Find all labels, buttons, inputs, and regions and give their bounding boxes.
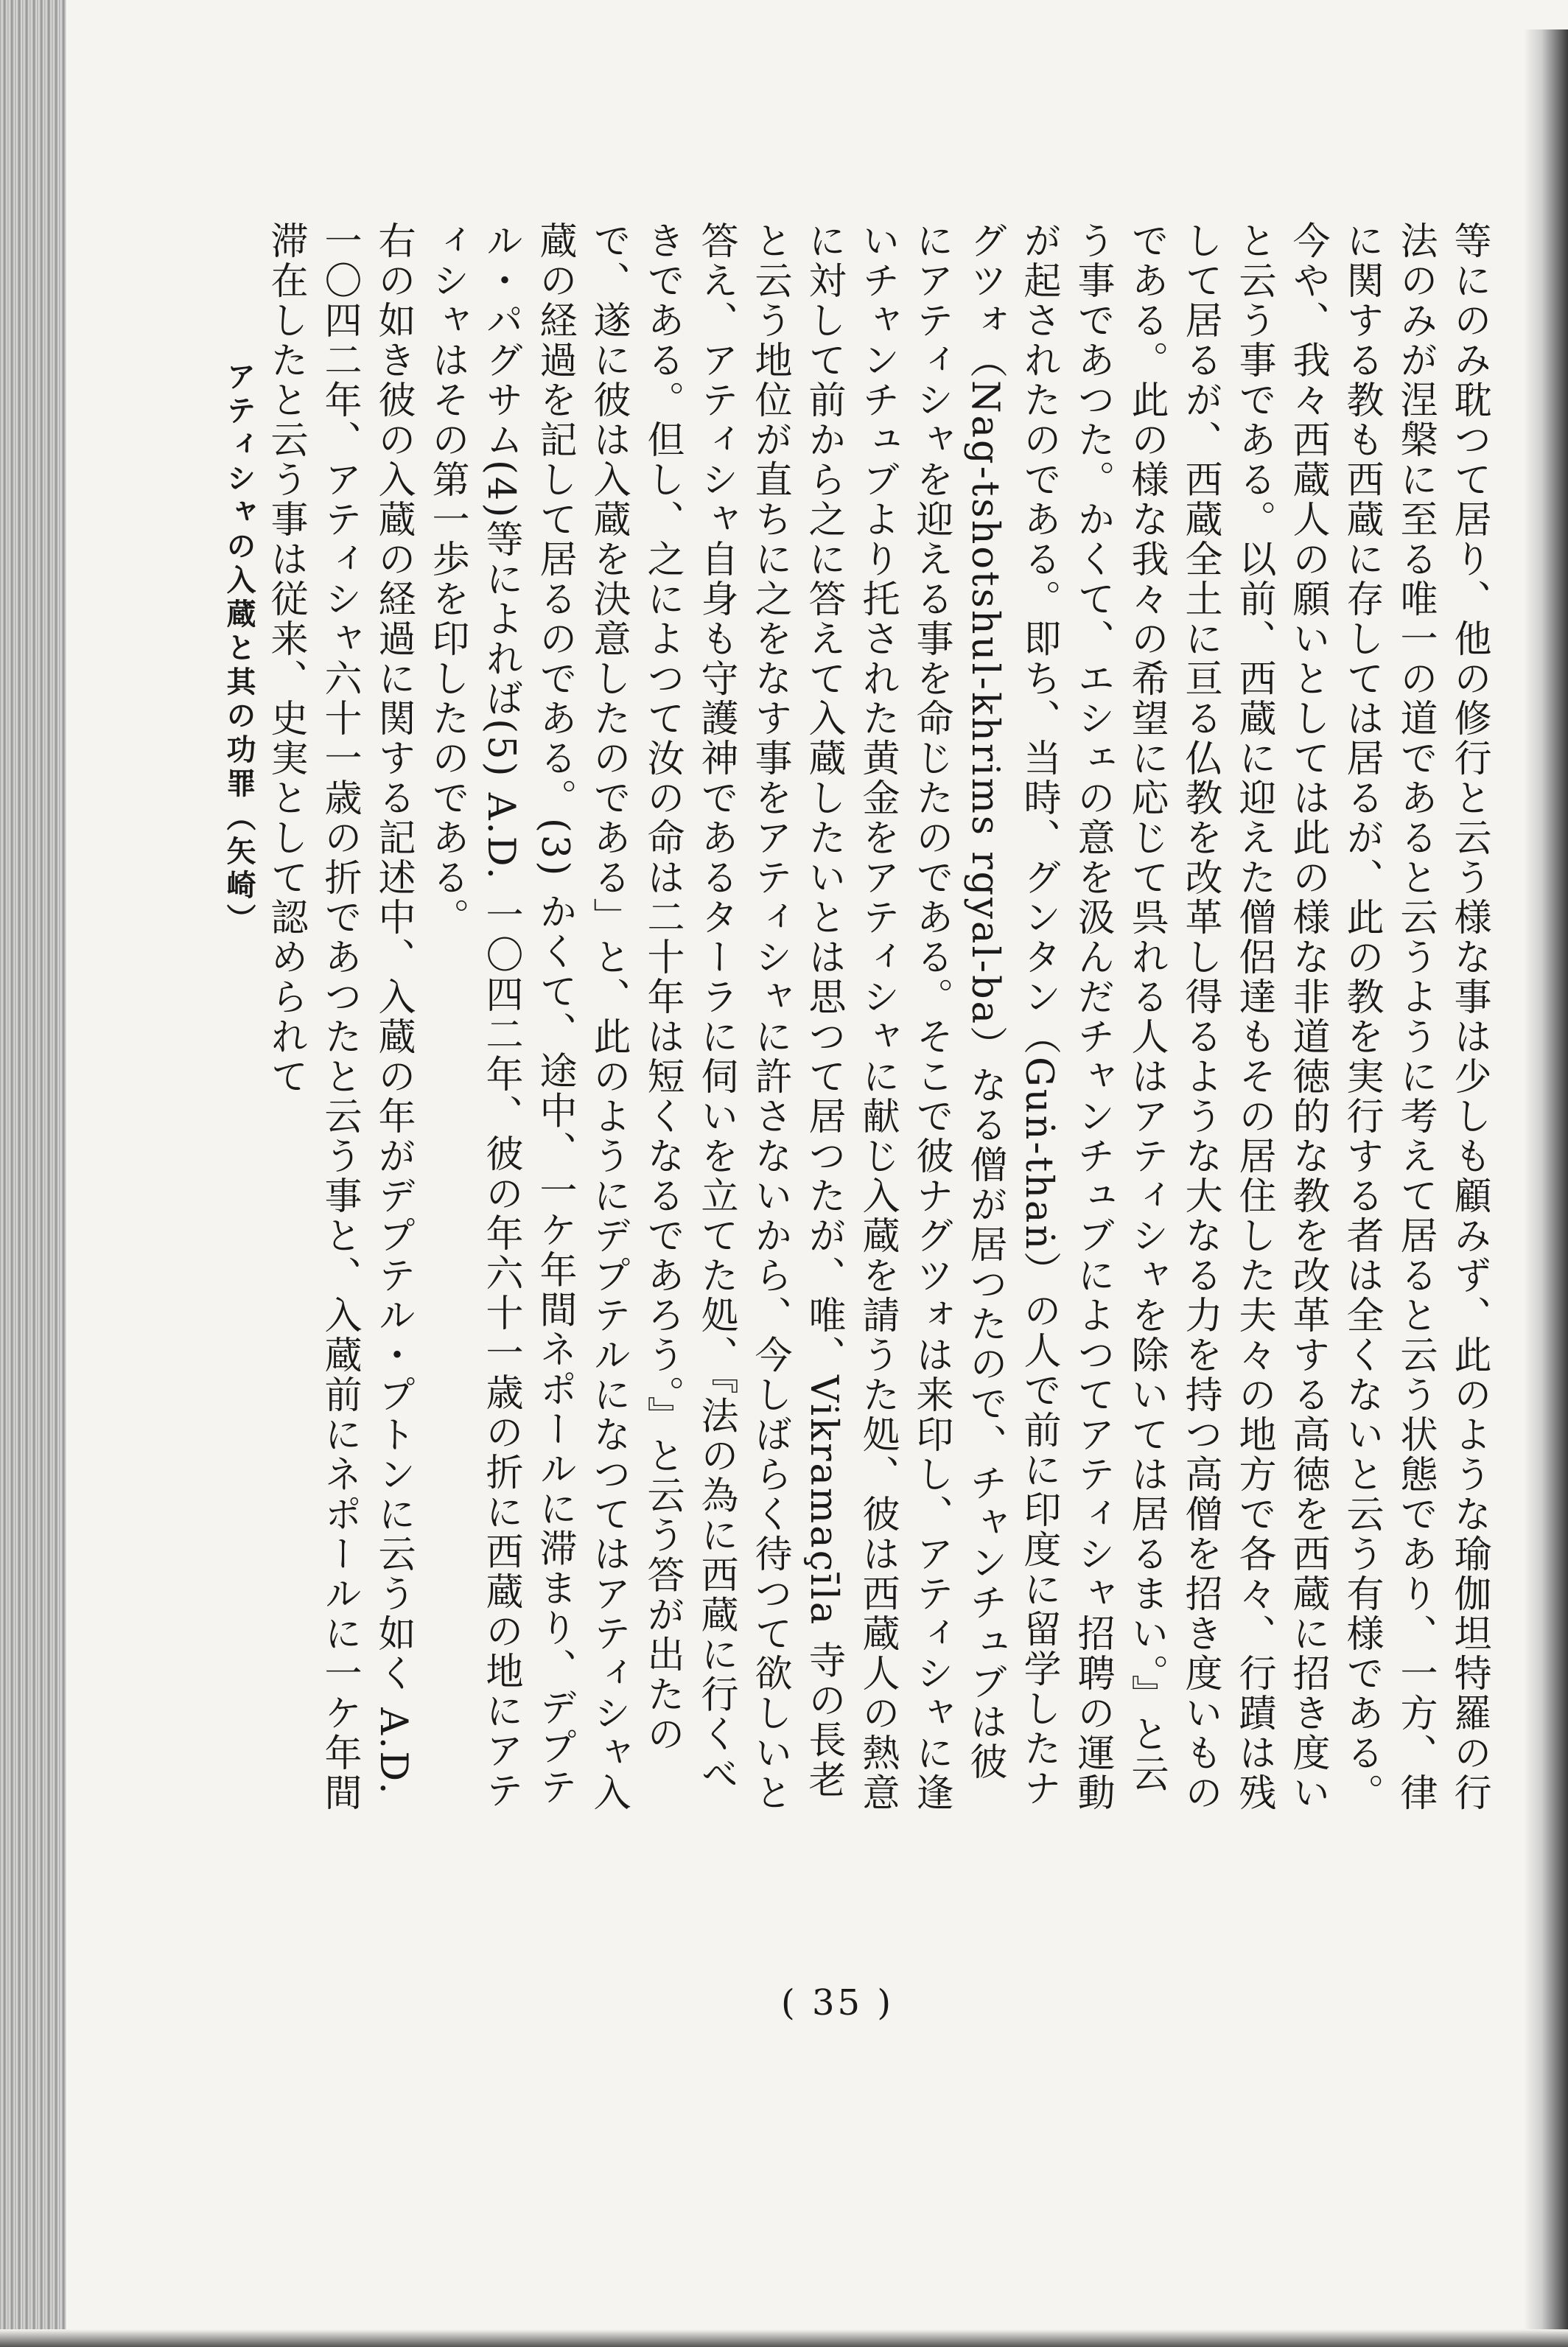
page-edge-shadow	[1524, 29, 1568, 2347]
bottom-edge-shadow	[0, 2329, 1568, 2347]
running-title: アティシャの入蔵と其の功罪（矢崎）	[222, 361, 256, 937]
paragraph-2: 右の如き彼の入蔵の経過に関する記述中、入蔵の年がデプテル・プトンに云う如く A.D. 一〇四二年、アティシャ六十一歳の折であつたと云う事と、入蔵前にネポールに一ケ年間滞在したと云う事は従来、史実として認められて	[264, 221, 415, 1813]
paragraph-1: 等にのみ耽つて居り、他の修行と云う様な事は少しも顧みず、此のような瑜伽坦特羅の行法のみが涅槃に至る唯一の道であると云うように考えて居ると云う状態であり、一方、律に関する教も西蔵に存しては居るが、此の教を実行する者は全くないと云う有様である。今や、我々西蔵人の願いとしては此の様な非道徳的な教を改革する高徳を西蔵に招き度いと云う事である。以前、西蔵に迎えた僧侶達もその居住した夫々の地方で各々、行蹟は残して居るが、西蔵全土に亘る仏教を改革し得るような大なる力を持つ高僧を招き度いものである。此の様な我々の希望に応じて呉れる人はアティシャを除いては居るまい。』と云う事であつた。かくて、エシェの意を汲んだチャンチュブによつてアティシャ招聘の運動が起されたのである。即ち、当時、グンタン（Guṅ-thaṅ）の人で前に印度に留学したナグツォ（Nag-tshotshul-khrims rgyal-ba）なる僧が居つたので、チャンチュブは彼にアティシャを迎える事を命じたのである。そこで彼ナグツォは来印し、アティシャに逢いチャンチュブより托された黄金をアティシャに献じ入蔵を請うた処、彼は西蔵人の熱意に対して前から之に答えて入蔵したいとは思つて居つたが、唯、Vikramaçīla 寺の長老と云う地位が直ちに之をなす事をアティシャに許さないから、今しばらく待つて欲しいと答え、アティシャ自身も守護神であるターラに伺いを立てた処、『法の為に西蔵に行くべきである。但し、之によつて汝の命は二十年は短くなるであろう。』と云う答が出たので、遂に彼は入蔵を決意したのである」と、此のようにデプテルになつてはアティシャ入蔵の経過を記して居るのである。(3) かくて、途中、一ケ年間ネポールに滞まり、デプテル・パグサム(4)等によれば(5) A.D. 一〇四二年、彼の年六十一歳の折に西蔵の地にアティシャはその第一歩を印したのである。	[425, 221, 1491, 1813]
binding-shadow	[0, 0, 66, 2347]
page-number: ( 35 )	[781, 1982, 895, 2024]
body-text	[264, 221, 1496, 1820]
